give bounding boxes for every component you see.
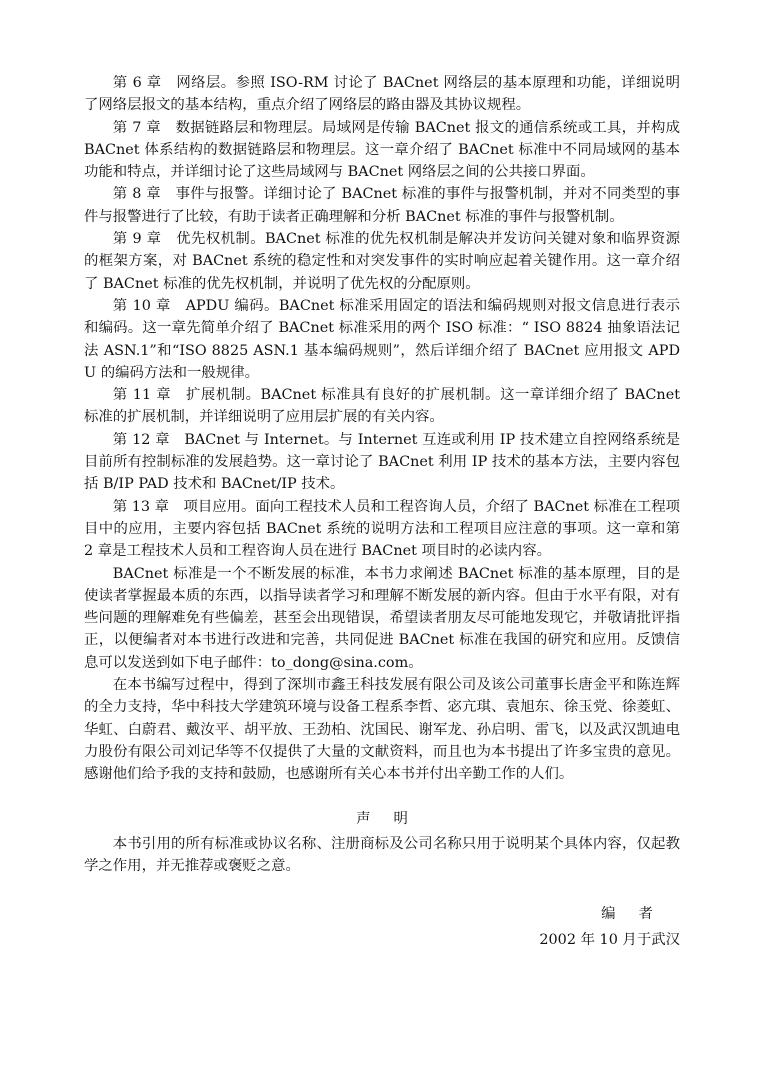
paragraph-chapter-12: 第 12 章 BACnet 与 Internet。与 Internet 互连或利用 IP 技术建立自控网络系统是目前所有控制标准的发展趋势。这一章讨论了 BACnet 利用 IP 技术的基本方法，主要内容包括 B/IP PAD 技术和 BACnet/IP 技术。 [84, 431, 680, 493]
declaration-text: 本书引用的所有标准或协议名称、注册商标及公司名称只用于说明某个具体内容，仅起教学之作用，并无推荐或褒贬之意。 [84, 835, 680, 874]
paragraph-chapter-7: 第 7 章 数据链路层和物理层。局域网是传输 BACnet 报文的通信系统或工具，并构成 BACnet 体系结构的数据链路层和物理层。这一章介绍了 BACnet 标准中不同局域网的基本功能和特点，并详细讨论了这些局域网与 BACnet 网络层之间的公共接口界面。 [84, 119, 680, 181]
document-page [84, 72, 680, 951]
paragraph-chapter-13: 第 13 章 项目应用。面向工程技术人员和工程咨询人员，介绍了 BACnet 标准在工程项目中的应用，主要内容包括 BACnet 系统的说明方法和工程项目应注意的事项。这一章和第 2 章是工程技术人员和工程咨询人员在进行 BACnet 项目时的必读内容。 [84, 498, 680, 560]
signature-block [84, 903, 680, 951]
signature-author: 编者 [601, 906, 676, 923]
signature-date: 2002 年 10 月于武汉 [539, 932, 680, 949]
paragraph-acknowledgements: 在本书编写过程中，得到了深圳市鑫王科技发展有限公司及该公司董事长唐金平和陈连辉的全力支持，华中科技大学建筑环境与设备工程系李哲、宓亢琪、袁旭东、徐玉党、徐菱虹、华虹、白蔚君、戴汝平、胡平放、王劲柏、沈国民、谢军龙、孙启明、雷飞，以及武汉凯迪电力股份有限公司刘记华等不仅提供了大量的文献资料，而且也为本书提出了许多宝贵的意见。感谢他们给予我的支持和鼓励，也感谢所有关心本书并付出辛勤工作的人们。 [84, 677, 680, 783]
declaration-title: 声明 [356, 810, 431, 827]
paragraph-chapter-6: 第 6 章 网络层。参照 ISO-RM 讨论了 BACnet 网络层的基本原理和功能，详细说明了网络层报文的基本结构，重点介绍了网络层的路由器及其协议规程。 [84, 75, 680, 114]
paragraph-standard-feedback: BACnet 标准是一个不断发展的标准，本书力求阐述 BACnet 标准的基本原理，目的是使读者掌握最本质的东西，以指导读者学习和理解不断发展的新内容。但由于水平有限，对有些问题的理解难免有些偏差，甚至会出现错误，希望读者朋友尽可能地发现它，并敬请批评指正，以便编者对本书进行改进和完善，共同促进 BACnet 标准在我国的研究和应用。反馈信息可以发送到如下电子邮件：to_dong@sina.com。 [84, 565, 680, 671]
paragraph-chapter-10: 第 10 章 APDU 编码。BACnet 标准采用固定的语法和编码规则对报文信息进行表示和编码。这一章先简单介绍了 BACnet 标准采用的两个 ISO 标准：“ ISO 8824 抽象语法记法 ASN.1”和“ISO 8825 ASN.1 基本编码规则”，然后详细介绍了 BACnet 应用报文 APDU 的编码方法和一般规律。 [84, 297, 680, 381]
paragraph-chapter-9: 第 9 章 优先权机制。BACnet 标准的优先权机制是解决并发访问关键对象和临界资源的框架方案，对 BACnet 系统的稳定性和对突发事件的实时响应起着关键作用。这一章介绍了 BACnet 标准的优先权机制，并说明了优先权的分配原则。 [84, 231, 680, 292]
paragraph-chapter-8: 第 8 章 事件与报警。详细讨论了 BACnet 标准的事件与报警机制，并对不同类型的事件与报警进行了比较，有助于读者正确理解和分析 BACnet 标准的事件与报警机制。 [84, 186, 680, 225]
paragraph-chapter-11: 第 11 章 扩展机制。BACnet 标准具有良好的扩展机制。这一章详细介绍了 BACnet 标准的扩展机制，并详细说明了应用层扩展的有关内容。 [84, 387, 680, 426]
